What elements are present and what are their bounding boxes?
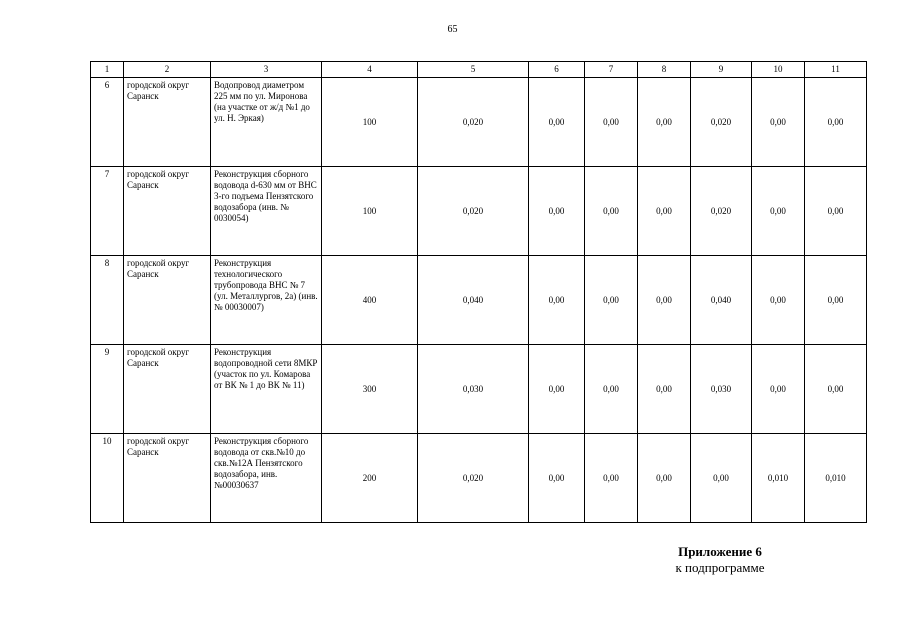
- description-cell: Реконструкция водопроводной сети 8МКР (участок по ул. Комарова от ВК № 1 до ВК № 11): [211, 345, 322, 434]
- row-number-cell: 10: [91, 434, 124, 523]
- description-cell: Водопровод диаметром 225 мм по ул. Миронова (на участке от ж/д №1 до ул. Н. Эркая): [211, 78, 322, 167]
- value-cell: 0,00: [752, 256, 805, 345]
- value-cell: 0,040: [418, 256, 529, 345]
- municipality-cell: городской округ Саранск: [124, 78, 211, 167]
- column-header: 8: [638, 62, 691, 78]
- value-cell: 0,020: [691, 78, 752, 167]
- value-cell: 300: [322, 345, 418, 434]
- value-cell: 0,00: [805, 345, 867, 434]
- description-cell: Реконструкция сборного водовода от скв.№10 до скв.№12А Пензятского водозабора, инв. №00030637: [211, 434, 322, 523]
- column-header: 6: [529, 62, 585, 78]
- value-cell: 0,00: [752, 78, 805, 167]
- value-cell: 0,030: [418, 345, 529, 434]
- value-cell: 100: [322, 167, 418, 256]
- value-cell: 0,00: [805, 256, 867, 345]
- value-cell: 0,00: [529, 78, 585, 167]
- value-cell: 0,020: [418, 167, 529, 256]
- table-row: [91, 78, 867, 167]
- value-cell: 0,00: [752, 167, 805, 256]
- table-header-row: [91, 62, 867, 78]
- table-row: [91, 167, 867, 256]
- value-cell: 0,00: [752, 345, 805, 434]
- value-cell: 0,00: [529, 256, 585, 345]
- municipality-cell: городской округ Саранск: [124, 434, 211, 523]
- value-cell: 0,010: [805, 434, 867, 523]
- column-header: 10: [752, 62, 805, 78]
- appendix-subtitle: к подпрограмме: [675, 560, 765, 575]
- value-cell: 0,00: [585, 167, 638, 256]
- column-header: 9: [691, 62, 752, 78]
- value-cell: 0,00: [805, 167, 867, 256]
- description-cell: Реконструкция технологического трубопровода ВНС № 7 (ул. Металлургов, 2а) (инв. № 00030007): [211, 256, 322, 345]
- value-cell: 0,00: [585, 434, 638, 523]
- municipality-cell: городской округ Саранск: [124, 345, 211, 434]
- page-number: 65: [447, 24, 458, 35]
- value-cell: 0,00: [638, 256, 691, 345]
- value-cell: 0,00: [529, 167, 585, 256]
- row-number-cell: 8: [91, 256, 124, 345]
- row-number-cell: 9: [91, 345, 124, 434]
- value-cell: 0,00: [529, 345, 585, 434]
- value-cell: 0,040: [691, 256, 752, 345]
- value-cell: 0,030: [691, 345, 752, 434]
- municipality-cell: городской округ Саранск: [124, 167, 211, 256]
- appendix-title: Приложение 6: [678, 544, 762, 559]
- value-cell: 0,00: [585, 345, 638, 434]
- table-row: [91, 345, 867, 434]
- value-cell: 0,020: [691, 167, 752, 256]
- row-number-cell: 6: [91, 78, 124, 167]
- column-header: 4: [322, 62, 418, 78]
- value-cell: 0,00: [585, 256, 638, 345]
- column-header: 2: [124, 62, 211, 78]
- value-cell: 400: [322, 256, 418, 345]
- column-header: 5: [418, 62, 529, 78]
- table-row: [91, 256, 867, 345]
- value-cell: 0,00: [638, 434, 691, 523]
- municipality-cell: городской округ Саранск: [124, 256, 211, 345]
- value-cell: 0,00: [638, 78, 691, 167]
- value-cell: 0,00: [638, 167, 691, 256]
- appendix-caption: [620, 544, 820, 576]
- value-cell: 100: [322, 78, 418, 167]
- column-header: 1: [91, 62, 124, 78]
- row-number-cell: 7: [91, 167, 124, 256]
- value-cell: 0,020: [418, 78, 529, 167]
- value-cell: 0,00: [585, 78, 638, 167]
- value-cell: 0,00: [805, 78, 867, 167]
- value-cell: 0,00: [529, 434, 585, 523]
- value-cell: 0,020: [418, 434, 529, 523]
- column-header: 7: [585, 62, 638, 78]
- table-row: [91, 434, 867, 523]
- value-cell: 0,00: [638, 345, 691, 434]
- column-header: 11: [805, 62, 867, 78]
- value-cell: 0,010: [752, 434, 805, 523]
- data-table: [90, 61, 867, 523]
- value-cell: 0,00: [691, 434, 752, 523]
- value-cell: 200: [322, 434, 418, 523]
- description-cell: Реконструкция сборного водовода d-630 мм от ВНС 3-го подъема Пензятского водозабора (инв. № 0030054): [211, 167, 322, 256]
- column-header: 3: [211, 62, 322, 78]
